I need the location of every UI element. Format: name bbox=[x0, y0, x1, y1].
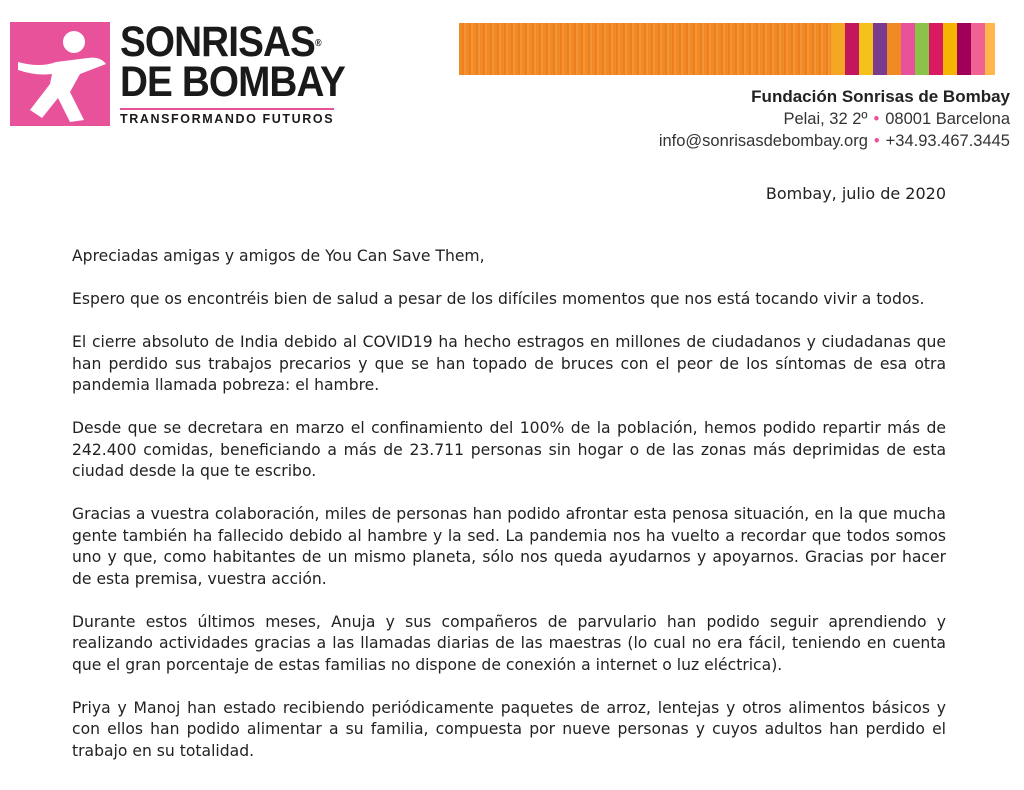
registered-mark: ® bbox=[314, 38, 321, 49]
logo-icon bbox=[10, 22, 110, 126]
letter-date: Bombay, julio de 2020 bbox=[765, 184, 946, 203]
banner-stripe bbox=[971, 23, 985, 75]
banner-stripe bbox=[929, 23, 943, 75]
letter-paragraph: Priya y Manoj han estado recibiendo periódicamente paquetes de arroz, lentejas y otros alimentos básicos y con ellos han podido alimentar a su familia, compuesta por nueve personas y cuyos adultos han perdido el trabajo en su totalidad. bbox=[72, 698, 946, 760]
organization-address bbox=[659, 108, 1010, 130]
banner-stripe bbox=[873, 23, 887, 75]
letter-paragraph: Gracias a vuestra colaboración, miles de personas han podido afrontar esta penosa situación, en la que mucha gente también ha fallecido debido al hambre y la sed. La pandemia nos ha vuelto a recordar que todos somos uno y que, como habitantes de un mismo planeta, sólo nos queda ayudarnos y apoyarnos. Gracias por hacer de esta premisa, vuestra acción. bbox=[72, 505, 946, 588]
banner-stripe bbox=[831, 23, 845, 75]
banner-stripe bbox=[985, 23, 995, 75]
organization-phone: +34.93.467.3445 bbox=[885, 132, 1010, 150]
letter-paragraph: Durante estos últimos meses, Anuja y sus compañeros de parvulario han podido seguir aprendiendo y realizando actividades gracias a las llamadas diarias de las maestras (lo cual no era fácil, teniendo en cuenta que el gran porcentaje de estas familias no dispone de conexión a internet o luz eléctrica). bbox=[72, 612, 946, 674]
banner-stripe bbox=[859, 23, 873, 75]
banner-stripe bbox=[901, 23, 915, 75]
separator-dot: • bbox=[873, 132, 880, 150]
letter-body bbox=[72, 246, 946, 784]
letter-paragraph: Desde que se decretara en marzo el confinamiento del 100% de la población, hemos podido repartir más de 242.400 comidas, beneficiando a más de 23.711 personas sin hogar o de las zonas más deprimidas de esta ciudad desde la que te escribo. bbox=[72, 419, 946, 480]
organization-name: Fundación Sonrisas de Bombay bbox=[751, 87, 1010, 106]
organization-email: info@sonrisasdebombay.org bbox=[658, 132, 868, 150]
banner-orange-block bbox=[459, 23, 831, 75]
logo-tagline: TRANSFORMANDO FUTUROS bbox=[120, 108, 334, 126]
address-city: 08001 Barcelona bbox=[885, 110, 1010, 128]
banner-stripe bbox=[957, 23, 971, 75]
logo-wordmark bbox=[120, 18, 345, 126]
separator-dot: • bbox=[873, 110, 880, 128]
banner-stripe bbox=[887, 23, 901, 75]
color-banner bbox=[459, 23, 1011, 75]
logo-line-1: SONRISAS® bbox=[120, 18, 321, 66]
banner-stripe bbox=[845, 23, 859, 75]
logo-line-2: DE BOMBAY bbox=[120, 58, 345, 106]
organization-contact bbox=[659, 86, 1010, 152]
address-street: Pelai, 32 2º bbox=[783, 110, 868, 128]
banner-stripe bbox=[915, 23, 929, 75]
letter-paragraph: Espero que os encontréis bien de salud a pesar de los difíciles momentos que nos está tocando vivir a todos. bbox=[72, 290, 925, 308]
banner-stripe bbox=[943, 23, 957, 75]
letter-greeting: Apreciadas amigas y amigos de You Can Save Them, bbox=[72, 247, 485, 265]
letter-paragraph: El cierre absoluto de India debido al COVID19 ha hecho estragos en millones de ciudadanos y ciudadanas que han perdido sus trabajos precarios y que se han topado de bruces con el peor de los síntomas de esa otra pandemia llamada pobreza: el hambre. bbox=[72, 333, 946, 394]
organization-contact-line bbox=[659, 130, 1010, 152]
